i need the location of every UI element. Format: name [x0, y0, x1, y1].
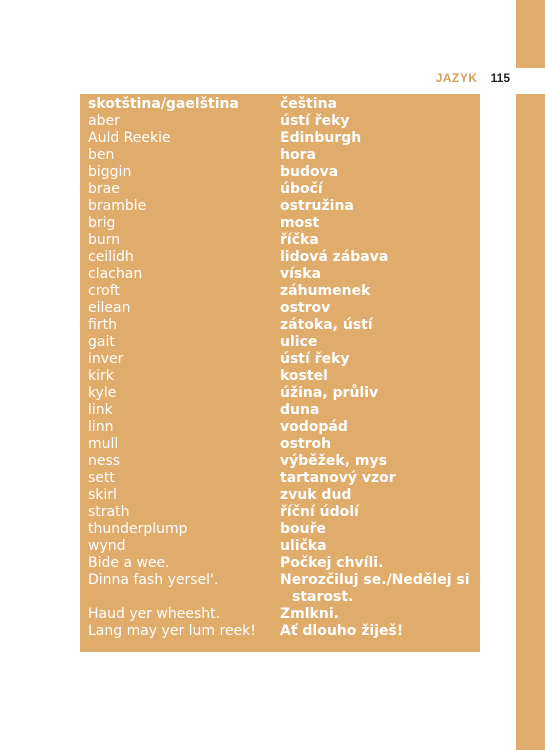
- scots-term: linn: [88, 419, 114, 435]
- scots-term: skirl: [88, 487, 117, 503]
- czech-translation: zátoka, ústí: [280, 317, 373, 333]
- scots-term: brae: [88, 181, 120, 197]
- translation-line-1: Nerozčiluj se./Nedělej si: [280, 572, 470, 588]
- column-header-target: čeština: [280, 96, 338, 112]
- czech-translation: záhumenek: [280, 283, 371, 299]
- czech-translation: úžina, průliv: [280, 385, 379, 401]
- czech-translation: víska: [280, 266, 322, 282]
- scots-term: bramble: [88, 198, 147, 214]
- scots-term: brig: [88, 215, 116, 231]
- scots-term: eilean: [88, 300, 131, 316]
- scots-term: link: [88, 402, 113, 418]
- czech-translation: lidová zábava: [280, 249, 389, 265]
- czech-translation: Počkej chvíli.: [280, 555, 384, 571]
- scots-term: aber: [88, 113, 120, 129]
- scots-phrase: Haud yer wheesht.: [88, 606, 221, 622]
- czech-translation: Ať dlouho žiješ!: [280, 623, 404, 639]
- scots-term: strath: [88, 504, 130, 520]
- scots-phrase: Bide a wee.: [88, 555, 170, 571]
- scots-term: mull: [88, 436, 119, 452]
- scots-term: clachan: [88, 266, 143, 282]
- czech-translation: Edinburgh: [280, 130, 362, 146]
- czech-translation: most: [280, 215, 320, 231]
- czech-translation: ulička: [280, 538, 327, 554]
- czech-translation: kostel: [280, 368, 328, 384]
- czech-translation: ostrov: [280, 300, 331, 316]
- czech-translation: [280, 572, 475, 606]
- translation-line-2: starost.: [292, 589, 354, 605]
- czech-translation: vodopád: [280, 419, 348, 435]
- czech-translation: výběžek, mys: [280, 453, 387, 469]
- scots-term: firth: [88, 317, 117, 333]
- scots-term: burn: [88, 232, 121, 248]
- czech-translation: zvuk dud: [280, 487, 352, 503]
- scots-term: wynd: [88, 538, 126, 554]
- czech-translation: ústí řeky: [280, 351, 350, 367]
- czech-translation: budova: [280, 164, 339, 180]
- scots-term: ceilidh: [88, 249, 134, 265]
- scots-term: sett: [88, 470, 115, 486]
- scots-phrase: Dinna fash yersel'.: [88, 572, 219, 588]
- scots-phrase: Lang may yer lum reek!: [88, 623, 256, 639]
- czech-translation: ulice: [280, 334, 318, 350]
- czech-translation: tartanový vzor: [280, 470, 396, 486]
- glossary-table: [80, 94, 480, 652]
- column-header-source: skotština/gaelština: [88, 96, 239, 112]
- scots-term: biggin: [88, 164, 132, 180]
- scots-term: ben: [88, 147, 115, 163]
- scots-term: croft: [88, 283, 120, 299]
- running-header: [380, 67, 510, 86]
- side-color-strip: [516, 0, 545, 750]
- scots-term: kyle: [88, 385, 117, 401]
- czech-translation: ostružina: [280, 198, 354, 214]
- scots-term: ness: [88, 453, 121, 469]
- czech-translation: říčka: [280, 232, 319, 248]
- czech-translation: Zmlkni.: [280, 606, 339, 622]
- scots-term: kirk: [88, 368, 114, 384]
- czech-translation: ostroh: [280, 436, 332, 452]
- czech-translation: bouře: [280, 521, 327, 537]
- scots-term: gait: [88, 334, 115, 350]
- scots-term: thunderplump: [88, 521, 188, 537]
- czech-translation: úbočí: [280, 181, 323, 197]
- page-number: 115: [490, 71, 510, 85]
- czech-translation: říční údolí: [280, 504, 359, 520]
- page-tab: [516, 68, 545, 94]
- czech-translation: duna: [280, 402, 320, 418]
- czech-translation: hora: [280, 147, 316, 163]
- czech-translation: ústí řeky: [280, 113, 350, 129]
- scots-term: inver: [88, 351, 124, 367]
- section-title: JAZYK: [435, 71, 478, 85]
- scots-term: Auld Reekie: [88, 130, 171, 146]
